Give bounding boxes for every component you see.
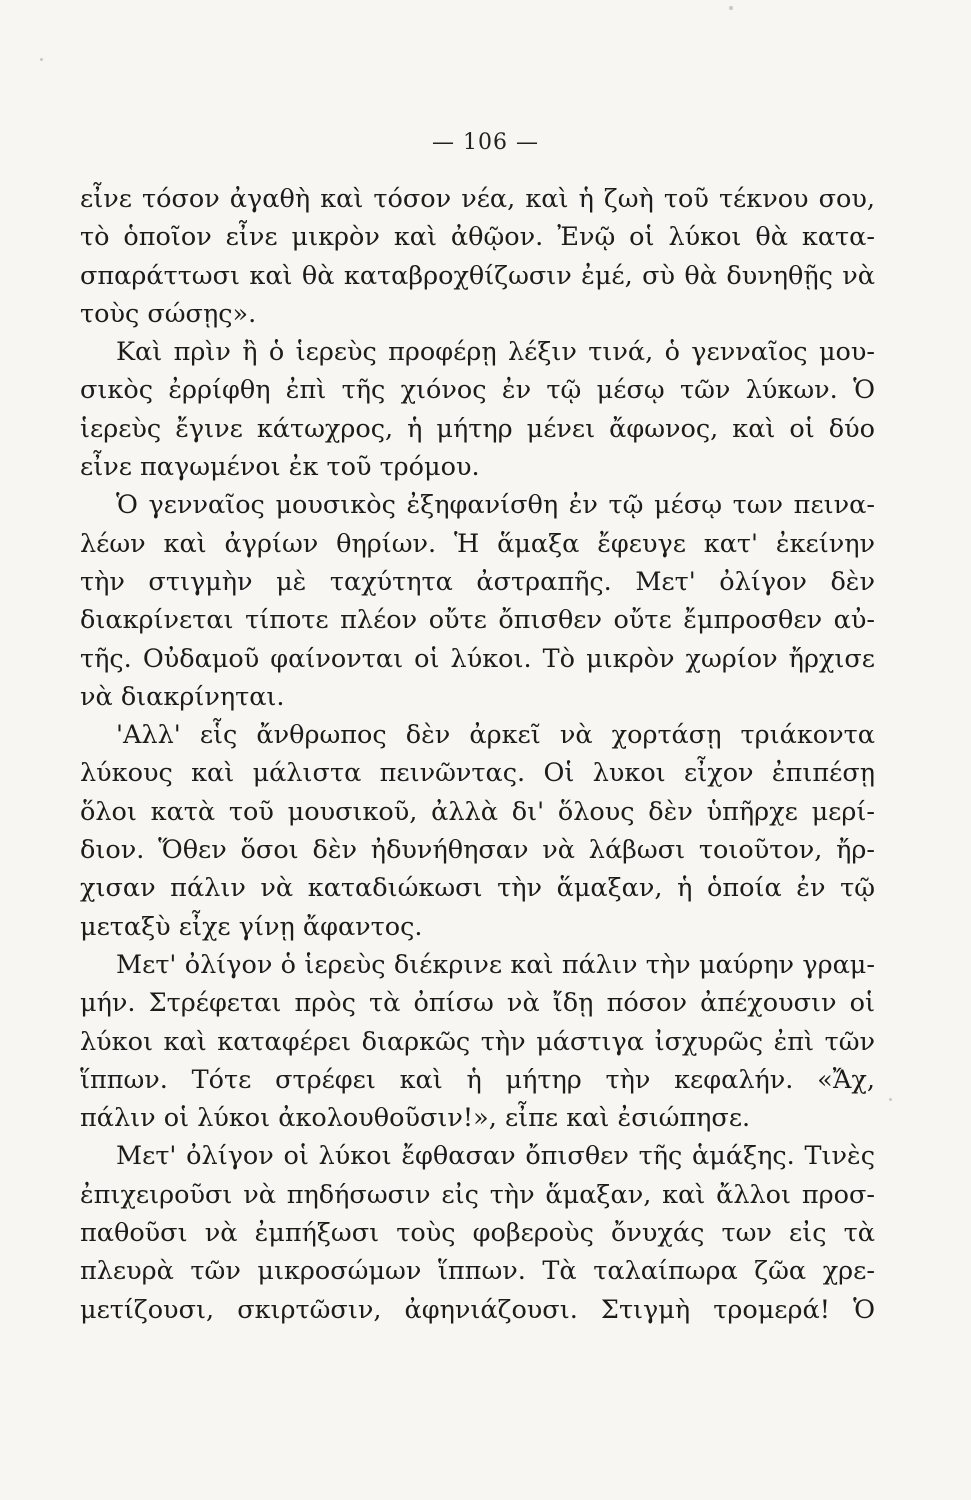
page-body-text (80, 180, 875, 1329)
text-line: Μετ' ὀλίγον ὁ ἱερεὺς διέκρινε καὶ πάλιν τὴν μαύρην γραμ- (116, 949, 875, 980)
text-line: 'Αλλ' εἷς ἄνθρωπος δὲν ἀρκεῖ νὰ χορτάσῃ τριάκοντα (116, 720, 875, 751)
text-line: μεταξὺ εἶχε γίνῃ ἄφαντος. (80, 911, 423, 942)
text-line: διον. Ὅθεν ὅσοι δὲν ἠδυνήθησαν νὰ λάβωσι τοιοῦτον, ἤρ- (80, 835, 875, 866)
paper-speck (729, 6, 733, 10)
text-line: τῆς. Οὐδαμοῦ φαίνονται οἱ λύκοι. Τὸ μικρὸν χωρίον ἤρχισε (80, 643, 875, 674)
text-line: σπαράττωσι καὶ θὰ καταβροχθίζωσιν ἐμέ, σὺ θὰ δυνηθῇς νὰ (80, 260, 875, 291)
page-number: — 106 — (432, 130, 539, 155)
text-line: λύκους καὶ μάλιστα πεινῶντας. Οἱ λυκοι εἶχον ἐπιπέσῃ (80, 758, 875, 789)
text-line: διακρίνεται τίποτε πλέον οὔτε ὄπισθεν οὔτε ἔμπροσθεν αὐ- (80, 605, 875, 636)
text-line: Καὶ πρὶν ἢ ὁ ἱερεὺς προφέρῃ λέξιν τινά, ὁ γενναῖος μου- (116, 337, 875, 368)
text-line: μετίζουσι, σκιρτῶσιν, ἀφηνιάζουσι. Στιγμὴ τρομερά! Ὁ (80, 1294, 875, 1325)
text-line: λέων καὶ ἀγρίων θηρίων. Ἡ ἅμαξα ἔφευγε κατ' ἐκείνην (80, 528, 875, 559)
text-line: πάλιν οἱ λύκοι ἀκολουθοῦσιν!», εἶπε καὶ ἐσιώπησε. (80, 1103, 751, 1134)
text-line: πλευρὰ τῶν μικροσώμων ἵππων. Τὰ ταλαίπωρα ζῶα χρε- (80, 1256, 875, 1287)
text-line: Μετ' ὀλίγον οἱ λύκοι ἔφθασαν ὄπισθεν τῆς ἁμάξης. Τινὲς (116, 1141, 875, 1172)
text-line: τὸ ὁποῖον εἶνε μικρὸν καὶ ἀθῷον. Ἐνῷ οἱ λύκοι θὰ κατα- (80, 222, 875, 253)
text-line: σικὸς ἐρρίφθη ἐπὶ τῆς χιόνος ἐν τῷ μέσῳ τῶν λύκων. Ὁ (80, 375, 875, 406)
text-line: εἶνε τόσον ἀγαθὴ καὶ τόσον νέα, καὶ ἡ ζωὴ τοῦ τέκνου σου, (80, 184, 875, 214)
paper-speck (40, 58, 43, 61)
text-line: νὰ διακρίνηται. (80, 681, 285, 712)
text-line: Ὁ γενναῖος μουσικὸς ἐξηφανίσθη ἐν τῷ μέσῳ των πεινα- (116, 490, 875, 521)
text-line: ὅλοι κατὰ τοῦ μουσικοῦ, ἀλλὰ δι' ὅλους δὲν ὑπῆρχε μερί- (80, 796, 875, 827)
text-line: λύκοι καὶ καταφέρει διαρκῶς τὴν μάστιγα ἰσχυρῶς ἐπὶ τῶν (80, 1026, 875, 1057)
paper-speck (889, 1098, 892, 1101)
text-line: τὴν στιγμὴν μὲ ταχύτητα ἀστραπῆς. Μετ' ὀλίγον δὲν (80, 566, 875, 597)
text-line: τοὺς σώσῃς». (80, 298, 257, 329)
text-line: ἱερεὺς ἔγινε κάτωχρος, ἡ μήτηρ μένει ἄφωνος, καὶ οἱ δύο (80, 413, 875, 444)
text-line: μήν. Στρέφεται πρὸς τὰ ὀπίσω νὰ ἴδῃ πόσον ἀπέχουσιν οἱ (80, 988, 875, 1019)
text-line: εἶνε παγωμένοι ἐκ τοῦ τρόμου. (80, 452, 480, 483)
text-line: ἵππων. Τότε στρέφει καὶ ἡ μήτηρ τὴν κεφαλήν. «Ἄχ, (80, 1064, 875, 1095)
text-line: ἐπιχειροῦσι νὰ πηδήσωσιν εἰς τὴν ἅμαξαν, καὶ ἄλλοι προσ- (80, 1179, 875, 1210)
text-line: παθοῦσι νὰ ἐμπήξωσι τοὺς φοβεροὺς ὄνυχάς των εἰς τὰ (80, 1218, 875, 1249)
text-line: χισαν πάλιν νὰ καταδιώκωσι τὴν ἅμαξαν, ἡ ὁποία ἐν τῷ (80, 873, 875, 904)
